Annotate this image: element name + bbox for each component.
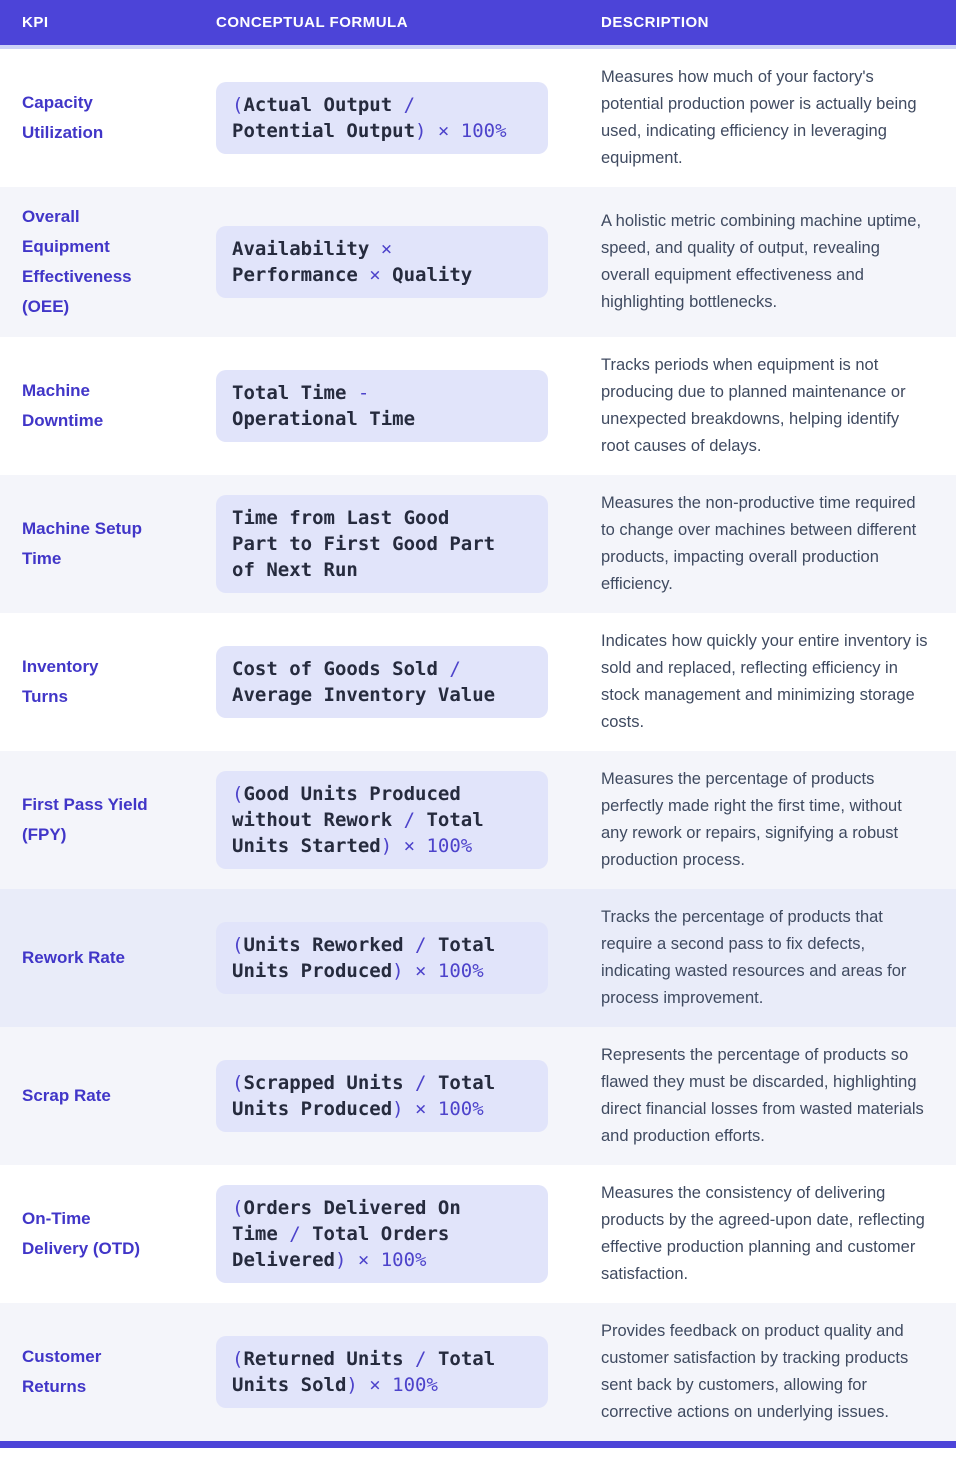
formula-box: (Actual Output / Potential Output) × 100% bbox=[216, 82, 548, 154]
formula-cell bbox=[216, 82, 601, 154]
formula-box: Time from Last Good Part to First Good Part of Next Run bbox=[216, 495, 548, 593]
table-body bbox=[0, 49, 956, 1441]
kpi-description: Tracks the percentage of products that require a second pass to fix defects, indicating wasted resources and areas for process improvement. bbox=[601, 908, 907, 1007]
formula-cell bbox=[216, 922, 601, 994]
kpi-name: First Pass Yield (FPY) bbox=[22, 795, 148, 844]
kpi-description: Provides feedback on product quality and customer satisfaction by tracking products sent back by customers, allowing for corrective actions on underlying issues. bbox=[601, 1322, 909, 1421]
kpi-description: Measures the consistency of delivering products by the agreed-upon date, reflecting effective production planning and customer satisfaction. bbox=[601, 1184, 925, 1283]
kpi-name: Overall Equipment Effectiveness (OEE) bbox=[22, 207, 132, 316]
formula-box: (Good Units Produced without Rework / Total Units Started) × 100% bbox=[216, 771, 548, 869]
kpi-description: Indicates how quickly your entire inventory is sold and replaced, reflecting efficiency in stock management and minimizing storage costs. bbox=[601, 632, 928, 731]
table-row bbox=[0, 613, 956, 751]
column-header-formula: CONCEPTUAL FORMULA bbox=[216, 14, 409, 31]
formula-box: (Units Reworked / Total Units Produced) × 100% bbox=[216, 922, 548, 994]
table-row bbox=[0, 889, 956, 1027]
table-row bbox=[0, 475, 956, 613]
table-row bbox=[0, 1027, 956, 1165]
kpi-description: Represents the percentage of products so flawed they must be discarded, highlighting direct financial losses from wasted materials and production efforts. bbox=[601, 1046, 924, 1145]
formula-box: Availability × Performance × Quality bbox=[216, 226, 548, 298]
kpi-name: On-Time Delivery (OTD) bbox=[22, 1209, 141, 1258]
formula-box: Cost of Goods Sold / Average Inventory Value bbox=[216, 646, 548, 718]
formula-cell bbox=[216, 1060, 601, 1132]
table-row bbox=[0, 187, 956, 337]
formula-cell bbox=[216, 495, 601, 593]
formula-cell bbox=[216, 646, 601, 718]
formula-box: (Orders Delivered On Time / Total Orders Delivered) × 100% bbox=[216, 1185, 548, 1283]
kpi-description: Measures the non-productive time required to change over machines between different products, impacting overall production efficiency. bbox=[601, 494, 917, 593]
table-row bbox=[0, 49, 956, 187]
table-row bbox=[0, 1303, 956, 1441]
kpi-name: Rework Rate bbox=[22, 948, 125, 967]
table-row bbox=[0, 337, 956, 475]
table-row bbox=[0, 1165, 956, 1303]
formula-cell bbox=[216, 1336, 601, 1408]
formula-cell bbox=[216, 771, 601, 869]
kpi-description: Measures how much of your factory's potential production power is actually being used, indicating efficiency in leveraging equipment. bbox=[601, 68, 917, 167]
kpi-name: Machine Setup Time bbox=[22, 519, 142, 568]
kpi-name: Machine Downtime bbox=[22, 381, 104, 430]
kpi-name: Customer Returns bbox=[22, 1347, 102, 1396]
kpi-description: Tracks periods when equipment is not producing due to planned maintenance or unexpected breakdowns, helping identify root causes of delays. bbox=[601, 356, 906, 455]
formula-cell bbox=[216, 370, 601, 442]
formula-box: Total Time - Operational Time bbox=[216, 370, 548, 442]
formula-box: (Returned Units / Total Units Sold) × 100% bbox=[216, 1336, 548, 1408]
column-header-kpi: KPI bbox=[22, 14, 49, 31]
kpi-name: Inventory Turns bbox=[22, 657, 99, 706]
table-header bbox=[0, 0, 956, 45]
kpi-description: A holistic metric combining machine uptime, speed, and quality of output, revealing overall equipment effectiveness and highlighting bottlenecks. bbox=[601, 212, 922, 311]
kpi-name: Capacity Utilization bbox=[22, 93, 104, 142]
formula-box: (Scrapped Units / Total Units Produced) × 100% bbox=[216, 1060, 548, 1132]
kpi-description: Measures the percentage of products perfectly made right the first time, without any rework or repairs, signifying a robust production process. bbox=[601, 770, 902, 869]
footer-accent-bar bbox=[0, 1441, 956, 1448]
formula-cell bbox=[216, 1185, 601, 1283]
column-header-description: DESCRIPTION bbox=[601, 14, 710, 31]
kpi-name: Scrap Rate bbox=[22, 1086, 111, 1105]
formula-cell bbox=[216, 226, 601, 298]
table-row bbox=[0, 751, 956, 889]
